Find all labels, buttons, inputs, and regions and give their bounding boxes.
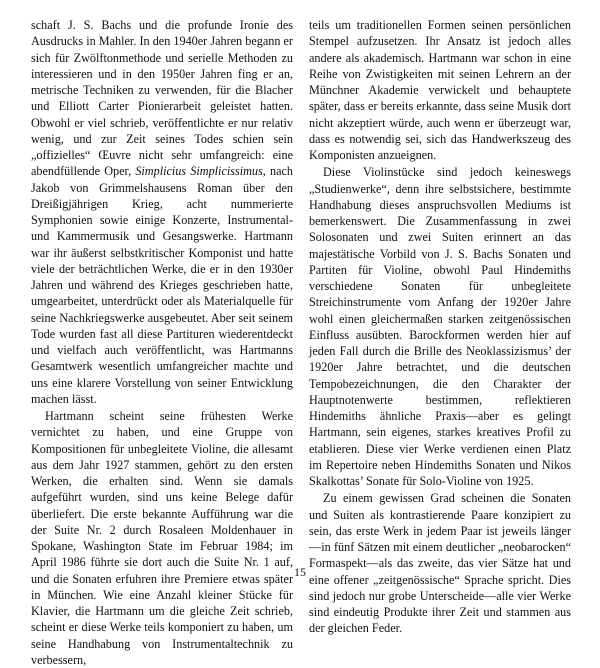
right-column [309,17,571,637]
right-paragraph-1: teils um traditionellen Formen seinen persönlichen Stempel aufzusetzen. Ihr Ansatz ist jedoch alles andere als akademisch. Hartmann war schon in eine Reihe von Zwistigkeiten mit seinen Lehrern an der Münchner Akademie verwickelt und behauptete später, dass er bereits erkannte, dass seine Musik dort nicht akzeptiert würde, auch wenn er überzeugt war, dass es notwendig sei, sich das Handwerkszeug des Komponisten anzueignen. [309,18,571,162]
opera-title: Simplicius Simplicissimus [135,164,263,179]
left-paragraph-1 [31,17,293,407]
left-paragraph-1-text-after: , nach Jakob von Grimmelshausens Roman über den Dreißigjährigen Krieg, acht nummerierte Symphonien sowie einige Konzerte, Instrumental- und Kammermusik und Gesangswerke. Hartmann war ihr äußerst selbstkritischer Komponist und hatte viele der beträchtlichen Werke, die er in den 1930er Jahren und während des Krieges geschrieben hatte, umgearbeitet, unterdrückt oder als Materialquelle für seine Nachkriegswerke ausgebeutet. Aber seit seinem Tode wurden fast all diese Partituren wiederentdeckt und vielfach auch veröffentlicht, was Hartmanns Gesamtwerk wesentlich umfangreicher machte und uns eine klarere Vorstellung von seiner Entwicklung machen lässt. [31,164,293,406]
left-paragraph-2: Hartmann scheint seine frühesten Werke vernichtet zu haben, und eine Gruppe von Kompositionen für unbegleitete Violine, die allesamt aus dem Jahr 1927 stammen, gehört zu den ersten Werken, die erhalten sind. Wenn sie damals aufgeführt wurden, sind uns keine Belege dafür überliefert. Die erste bekannte Aufführung war die der Suite Nr. 2 durch Rosaleen Moldenhauer in Spokane, Washington State im Februar 1984; im April 1986 führte sie dort auch die Suite Nr. 1 auf, und die Sonaten erfuhren ihre Premiere etwas später in München. Wie eine Anzahl kleiner Stücke für Klavier, die Hartmann um die gleiche Zeit schrieb, scheint er diese Werke teils komponiert zu haben, um seine Handhabung von Instrumentaltechnik zu verbessern, [31,409,293,667]
left-paragraph-1-text-before: schaft J. S. Bachs und die profunde Ironie des Ausdrucks in Mahler. In den 1940er Jahren begann er sich für Zwölftonmethode und serielle Methoden zu interessieren und in den 1950er Jahren fing er an, metrische Techniken zu verwenden, für die Blacher und Elliott Carter Pionierarbeit geleistet hatten. Obwohl er viel schrieb, veröffentlichte er nur relativ wenig, und zur Zeit seines Todes schien sein „offizielles“ Œuvre nicht sehr umfangreich: eine abendfüllende Oper, [31,18,293,179]
right-paragraph-3: Zu einem gewissen Grad scheinen die Sonaten und Suiten als kontrastierende Paare konzipiert zu sein, das erste Werk in jedem Paar ist jeweils länger—in fünf Sätzen mit einem deutlicher „neobarocken“ Formaspekt—als das zweite, das vier Sätze hat und eine offener „zeitgenössische“ Sprache spricht. Dies sind jedoch nur grobe Unterscheide—alle vier Werke sind eindeutig Produkte ihrer Zeit und stammen aus der gleichen Feder. [309,491,571,636]
page-number: 15 [294,565,306,579]
right-paragraph-2: Diese Violinstücke sind jedoch keineswegs „Studienwerke“, denn ihre selbstsichere, bestimmte Handhabung dieses anspruchsvollen Mediums ist bemerkenswert. Die Zusammenfassung in zwei Solosonaten und zwei Suiten erinnert an das majestätische Vorbild von J. S. Bachs Sonaten und Partiten für Violine, obwohl Paul Hindemiths verschiedene Sonaten für unbegleitete Streichinstrumente vom Anfang der 1920er Jahre wohl einen gleichermaßen starken zeitgenössischen Einfluss ausübten. Barockformen werden hier auf jeden Fall durch die Brille des Neoklassizismus’ der 1920er Jahre betrachtet, und die deutschen Tempobezeichnungen, die den Charakter der Hauptnotenwerte bestimmen, reflektieren Hindemiths ähnliche Praxis—aber es gelingt Hartmann, sein eigenes, starkes kreatives Profil zu etablieren. Diese vier Werke verdienen einen Platz im Repertoire neben Hindemiths Sonaten und Nikos Skalkottas’ Sonate für Solo-Violine von 1925. [309,165,571,488]
